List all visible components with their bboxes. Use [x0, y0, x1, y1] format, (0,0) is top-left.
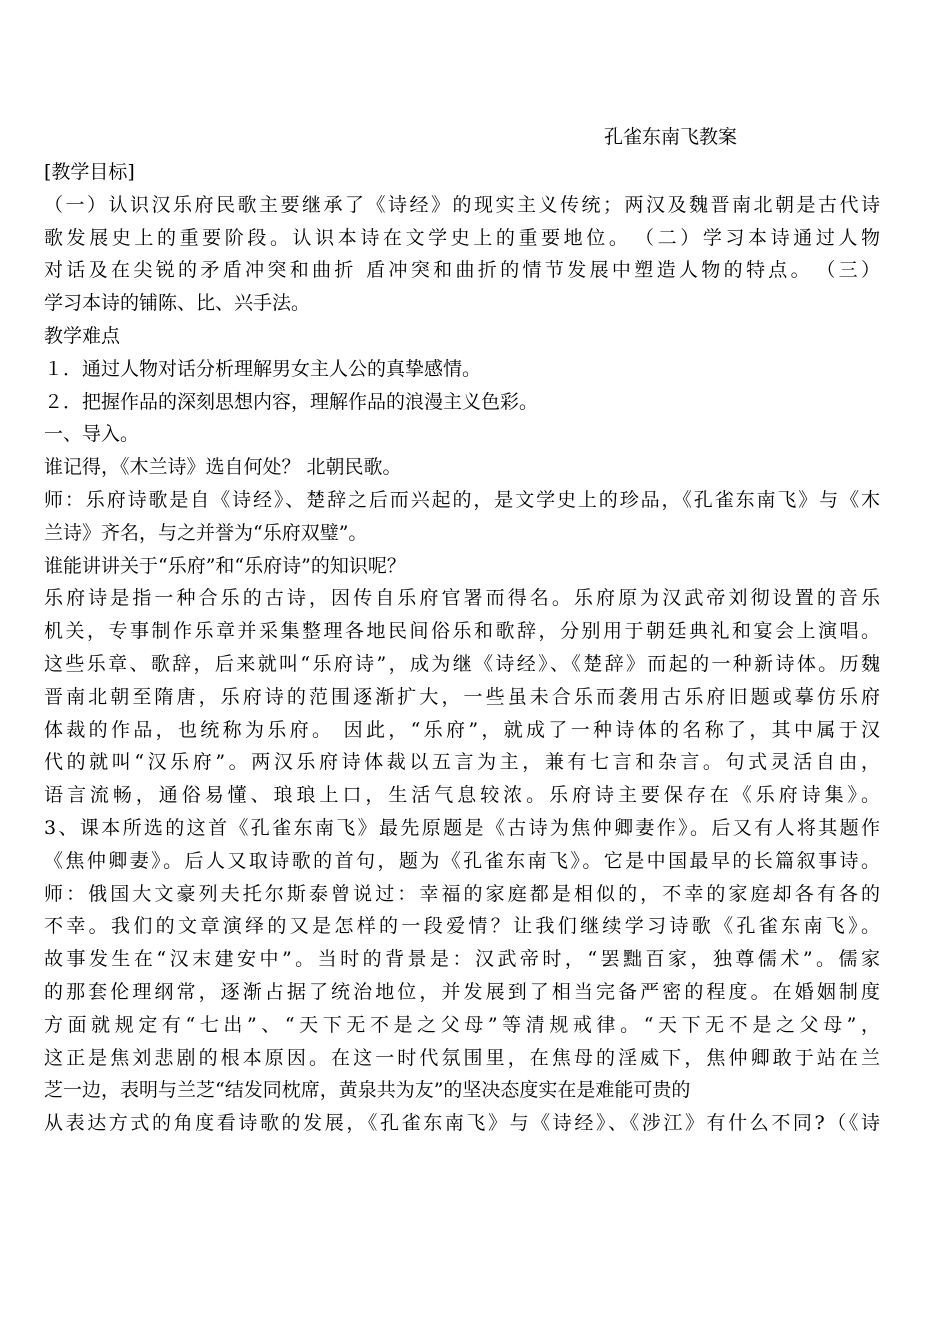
paragraph-line: 3、课本所选的这首《孔雀东南飞》最先原题是《古诗为焦仲卿妻作》。后又有人将其题作	[44, 816, 880, 839]
paragraph-line: 对话及在尖锐的矛盾冲突和曲折 盾冲突和曲折的情节发展中塑造人物的特点。 （三）	[44, 259, 880, 282]
paragraph-line: 故事发生在“汉末建安中”。当时的背景是：汉武帝时，“罢黜百家，独尊儒术”。儒家	[44, 948, 880, 971]
paragraph-line: 机关，专事制作乐章并采集整理各地民间俗乐和歌辞，分别用于朝廷典礼和宴会上演唱。	[44, 620, 880, 643]
section-heading-difficulties: 教学难点	[44, 324, 121, 347]
document-body	[44, 156, 880, 1140]
paragraph-line: 代的就叫“汉乐府”。两汉乐府诗体裁以五言为主，兼有七言和杂言。句式灵活自由，	[44, 751, 880, 774]
section-heading-intro: 一、导入。	[44, 423, 140, 446]
paragraph-line: 学习本诗的铺陈、比、兴手法。	[44, 292, 311, 315]
paragraph-line: 《焦仲卿妻》。后人又取诗歌的首句，题为《孔雀东南飞》。它是中国最早的长篇叙事诗。	[44, 849, 880, 872]
paragraph-line: 兰诗》齐名，与之并誉为“乐府双璧”。	[44, 521, 368, 544]
section-heading-objectives: [教学目标]	[44, 161, 135, 183]
paragraph-line: 的那套伦理纲常，逐渐占据了统治地位，并发展到了相当完备严密的程度。在婚姻制度	[44, 980, 880, 1003]
paragraph-line: 谁记得，《木兰诗》选自何处？ 北朝民歌。	[44, 456, 402, 479]
paragraph-line: 师：俄国大文豪列夫托尔斯泰曾说过：幸福的家庭都是相似的，不幸的家庭却各有各的	[44, 882, 880, 905]
paragraph-line: 晋南北朝至隋唐，乐府诗的范围逐渐扩大，一些虽未合乐而袭用古乐府旧题或摹仿乐府	[44, 685, 880, 708]
list-item: ２．把握作品的深刻思想内容，理解作品的浪漫主义色彩。	[44, 390, 539, 413]
paragraph-line: 这些乐章、歌辞，后来就叫“乐府诗”，成为继《诗经》、《楚辞》而起的一种新诗体。历魏	[44, 652, 880, 675]
paragraph-line: 歌发展史上的重要阶段。认识本诗在文学史上的重要地位。 （二）学习本诗通过人物	[44, 226, 880, 249]
paragraph-line: 谁能讲讲关于“乐府”和“乐府诗”的知识呢？	[44, 554, 406, 577]
paragraph-line: 体裁的作品，也统称为乐府。 因此，“乐府”，就成了一种诗体的名称了，其中属于汉	[44, 718, 880, 741]
paragraph-line: 师：乐府诗歌是自《诗经》、楚辞之后而兴起的，是文学史上的珍品，《孔雀东南飞》与《木	[44, 488, 880, 511]
paragraph-line: 从表达方式的角度看诗歌的发展，《孔雀东南飞》与《诗经》、《涉江》有什么不同?（《诗	[44, 1112, 880, 1135]
list-item: １．通过人物对话分析理解男女主人公的真挚感情。	[44, 357, 482, 380]
paragraph-line: 芝一边，表明与兰芝“结发同枕席，黄泉共为友”的坚决态度实在是难能可贵的	[44, 1079, 691, 1102]
paragraph-line: 方面就规定有“七出”、“天下无不是之父母”等清规戒律。“天下无不是之父母”，	[44, 1013, 880, 1036]
paragraph-line: 不幸。我们的文章演绎的又是怎样的一段爱情？让我们继续学习诗歌《孔雀东南飞》。	[44, 915, 880, 938]
paragraph-line: （一）认识汉乐府民歌主要继承了《诗经》的现实主义传统；两汉及魏晋南北朝是古代诗	[44, 193, 880, 216]
paragraph-line: 语言流畅，通俗易懂、琅琅上口，生活气息较浓。乐府诗主要保存在《乐府诗集》。	[44, 784, 880, 807]
document-title: 孔雀东南飞教案	[604, 126, 738, 148]
paragraph-line: 乐府诗是指一种合乐的古诗，因传自乐府官署而得名。乐府原为汉武帝刘彻设置的音乐	[44, 587, 880, 610]
paragraph-line: 这正是焦刘悲剧的根本原因。在这一时代氛围里，在焦母的淫威下，焦仲卿敢于站在兰	[44, 1046, 880, 1069]
